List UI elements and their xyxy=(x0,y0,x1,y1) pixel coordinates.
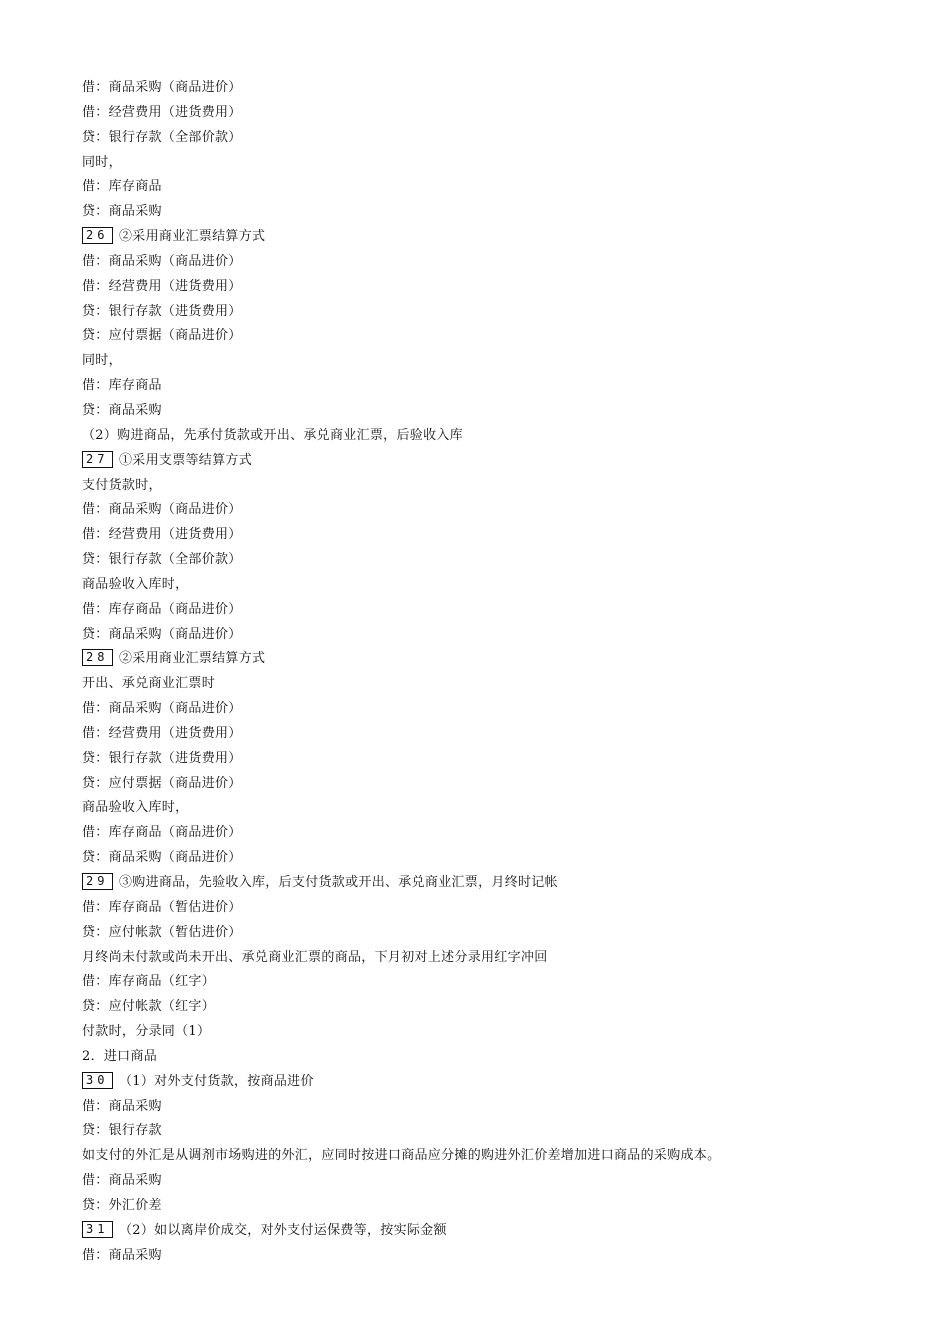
entry-text: 借：库存商品（商品进价） xyxy=(82,601,242,617)
entry-line xyxy=(82,250,922,275)
entry-text: （2）如以离岸价成交，对外支付运保费等，按实际金额 xyxy=(119,1222,447,1238)
entry-line xyxy=(82,921,922,946)
entry-text: 同时， xyxy=(82,353,122,369)
entry-line xyxy=(82,300,922,325)
entry-text: ①采用支票等结算方式 xyxy=(119,452,253,468)
entry-text: 贷：外汇价差 xyxy=(82,1197,162,1213)
entry-text: 借：商品采购（商品进价） xyxy=(82,80,242,95)
entry-text: 贷：银行存款（全部价款） xyxy=(82,129,242,145)
entry-line xyxy=(82,523,922,548)
entry-line xyxy=(82,349,922,374)
entry-text: 贷：银行存款（进货费用） xyxy=(82,303,242,319)
entry-text: 贷：应付票据（商品进价） xyxy=(82,328,242,344)
entry-number-box: 31 xyxy=(82,1221,113,1238)
entry-text: 同时， xyxy=(82,154,122,170)
entry-line xyxy=(82,672,922,697)
numbered-entry-line xyxy=(82,225,922,250)
entry-text: 借：商品采购（商品进价） xyxy=(82,701,242,717)
entry-line xyxy=(82,1144,922,1169)
entry-line xyxy=(82,1045,922,1070)
entry-line xyxy=(82,722,922,747)
entry-line xyxy=(82,200,922,225)
numbered-entry-line xyxy=(82,1070,922,1095)
entry-text: 借：经营费用（进货费用） xyxy=(82,278,242,294)
entry-text: 借：库存商品（红字） xyxy=(82,974,216,990)
entry-line xyxy=(82,598,922,623)
entry-line xyxy=(82,1119,922,1144)
entry-line xyxy=(82,324,922,349)
entry-text: 贷：商品采购（商品进价） xyxy=(82,850,242,866)
entry-line xyxy=(82,151,922,176)
entry-line xyxy=(82,175,922,200)
entry-text: 借：商品采购 xyxy=(82,1098,162,1114)
entry-text: 2．进口商品 xyxy=(82,1048,158,1064)
entry-text: 贷：应付票据（商品进价） xyxy=(82,775,242,791)
entry-number-box: 28 xyxy=(82,649,113,666)
entry-text: 月终尚未付款或尚未开出、承兑商业汇票的商品，下月初对上述分录用红字冲回 xyxy=(82,949,548,965)
entry-line xyxy=(82,970,922,995)
entry-line xyxy=(82,126,922,151)
entry-line xyxy=(82,796,922,821)
entry-text: 贷：应付帐款（暂估进价） xyxy=(82,924,242,940)
entry-text: 借：商品采购（商品进价） xyxy=(82,502,242,518)
entry-text: （1）对外支付货款，按商品进价 xyxy=(119,1073,314,1089)
entry-text: 借：商品采购（商品进价） xyxy=(82,253,242,269)
entry-text: ②采用商业汇票结算方式 xyxy=(119,229,266,245)
entry-text: ③购进商品，先验收入库，后支付货款或开出、承兑商业汇票，月终时记帐 xyxy=(119,875,558,890)
entry-text: 贷：应付帐款（红字） xyxy=(82,999,216,1015)
entry-line xyxy=(82,374,922,399)
entry-text: 借：经营费用（进货费用） xyxy=(82,104,242,120)
entry-line xyxy=(82,101,922,126)
entry-text: 支付货款时， xyxy=(82,477,162,493)
entry-text: 借：经营费用（进货费用） xyxy=(82,527,242,543)
entry-line xyxy=(82,573,922,598)
entry-line xyxy=(82,697,922,722)
entry-text: 如支付的外汇是从调剂市场购进的外汇，应同时按进口商品应分摊的购进外汇价差增加进口商品的采购成本。 xyxy=(82,1148,721,1164)
entry-text: 商品验收入库时， xyxy=(82,800,189,816)
entry-line xyxy=(82,896,922,921)
entry-line xyxy=(82,821,922,846)
numbered-entry-line xyxy=(82,871,922,896)
entry-line xyxy=(82,846,922,871)
entry-line xyxy=(82,1020,922,1045)
entry-number-box: 26 xyxy=(82,227,113,244)
entry-line xyxy=(82,995,922,1020)
entry-text: 借：库存商品 xyxy=(82,378,162,394)
entry-line xyxy=(82,548,922,573)
entry-text: 借：商品采购 xyxy=(82,1247,162,1263)
entry-text: 借：库存商品（暂估进价） xyxy=(82,899,242,915)
entry-line xyxy=(82,946,922,971)
entry-text: 付款时，分录同（1） xyxy=(82,1024,211,1040)
entry-number-box: 30 xyxy=(82,1072,113,1089)
document-page xyxy=(82,76,922,1269)
entry-text: 借：库存商品（商品进价） xyxy=(82,825,242,841)
entry-text: 借：商品采购 xyxy=(82,1173,162,1189)
entry-line xyxy=(82,747,922,772)
entry-text: 借：经营费用（进货费用） xyxy=(82,725,242,741)
entry-line xyxy=(82,474,922,499)
numbered-entry-line xyxy=(82,647,922,672)
entry-text: 贷：银行存款（进货费用） xyxy=(82,750,242,766)
entry-line xyxy=(82,424,922,449)
entry-text: （2）购进商品，先承付货款或开出、承兑商业汇票，后验收入库 xyxy=(82,427,463,443)
entry-line xyxy=(82,1169,922,1194)
entry-number-box: 27 xyxy=(82,451,113,468)
numbered-entry-line xyxy=(82,449,922,474)
entry-text: 贷：商品采购 xyxy=(82,204,162,220)
entry-text: 商品验收入库时， xyxy=(82,576,189,592)
entry-line xyxy=(82,76,922,101)
entry-line xyxy=(82,772,922,797)
entry-text: 贷：商品采购（商品进价） xyxy=(82,626,242,642)
entry-text: 贷：银行存款 xyxy=(82,1123,162,1139)
entry-text: 借：库存商品 xyxy=(82,179,162,195)
entry-line xyxy=(82,1095,922,1120)
entry-line xyxy=(82,623,922,648)
entry-line xyxy=(82,399,922,424)
entry-text: 开出、承兑商业汇票时 xyxy=(82,676,216,692)
entry-text: ②采用商业汇票结算方式 xyxy=(119,651,266,667)
entry-line xyxy=(82,1194,922,1219)
entry-line xyxy=(82,498,922,523)
entry-number-box: 29 xyxy=(82,873,113,890)
entry-line xyxy=(82,1244,922,1269)
entry-line xyxy=(82,275,922,300)
entry-text: 贷：商品采购 xyxy=(82,402,162,418)
numbered-entry-line xyxy=(82,1219,922,1244)
entry-text: 贷：银行存款（全部价款） xyxy=(82,552,242,568)
